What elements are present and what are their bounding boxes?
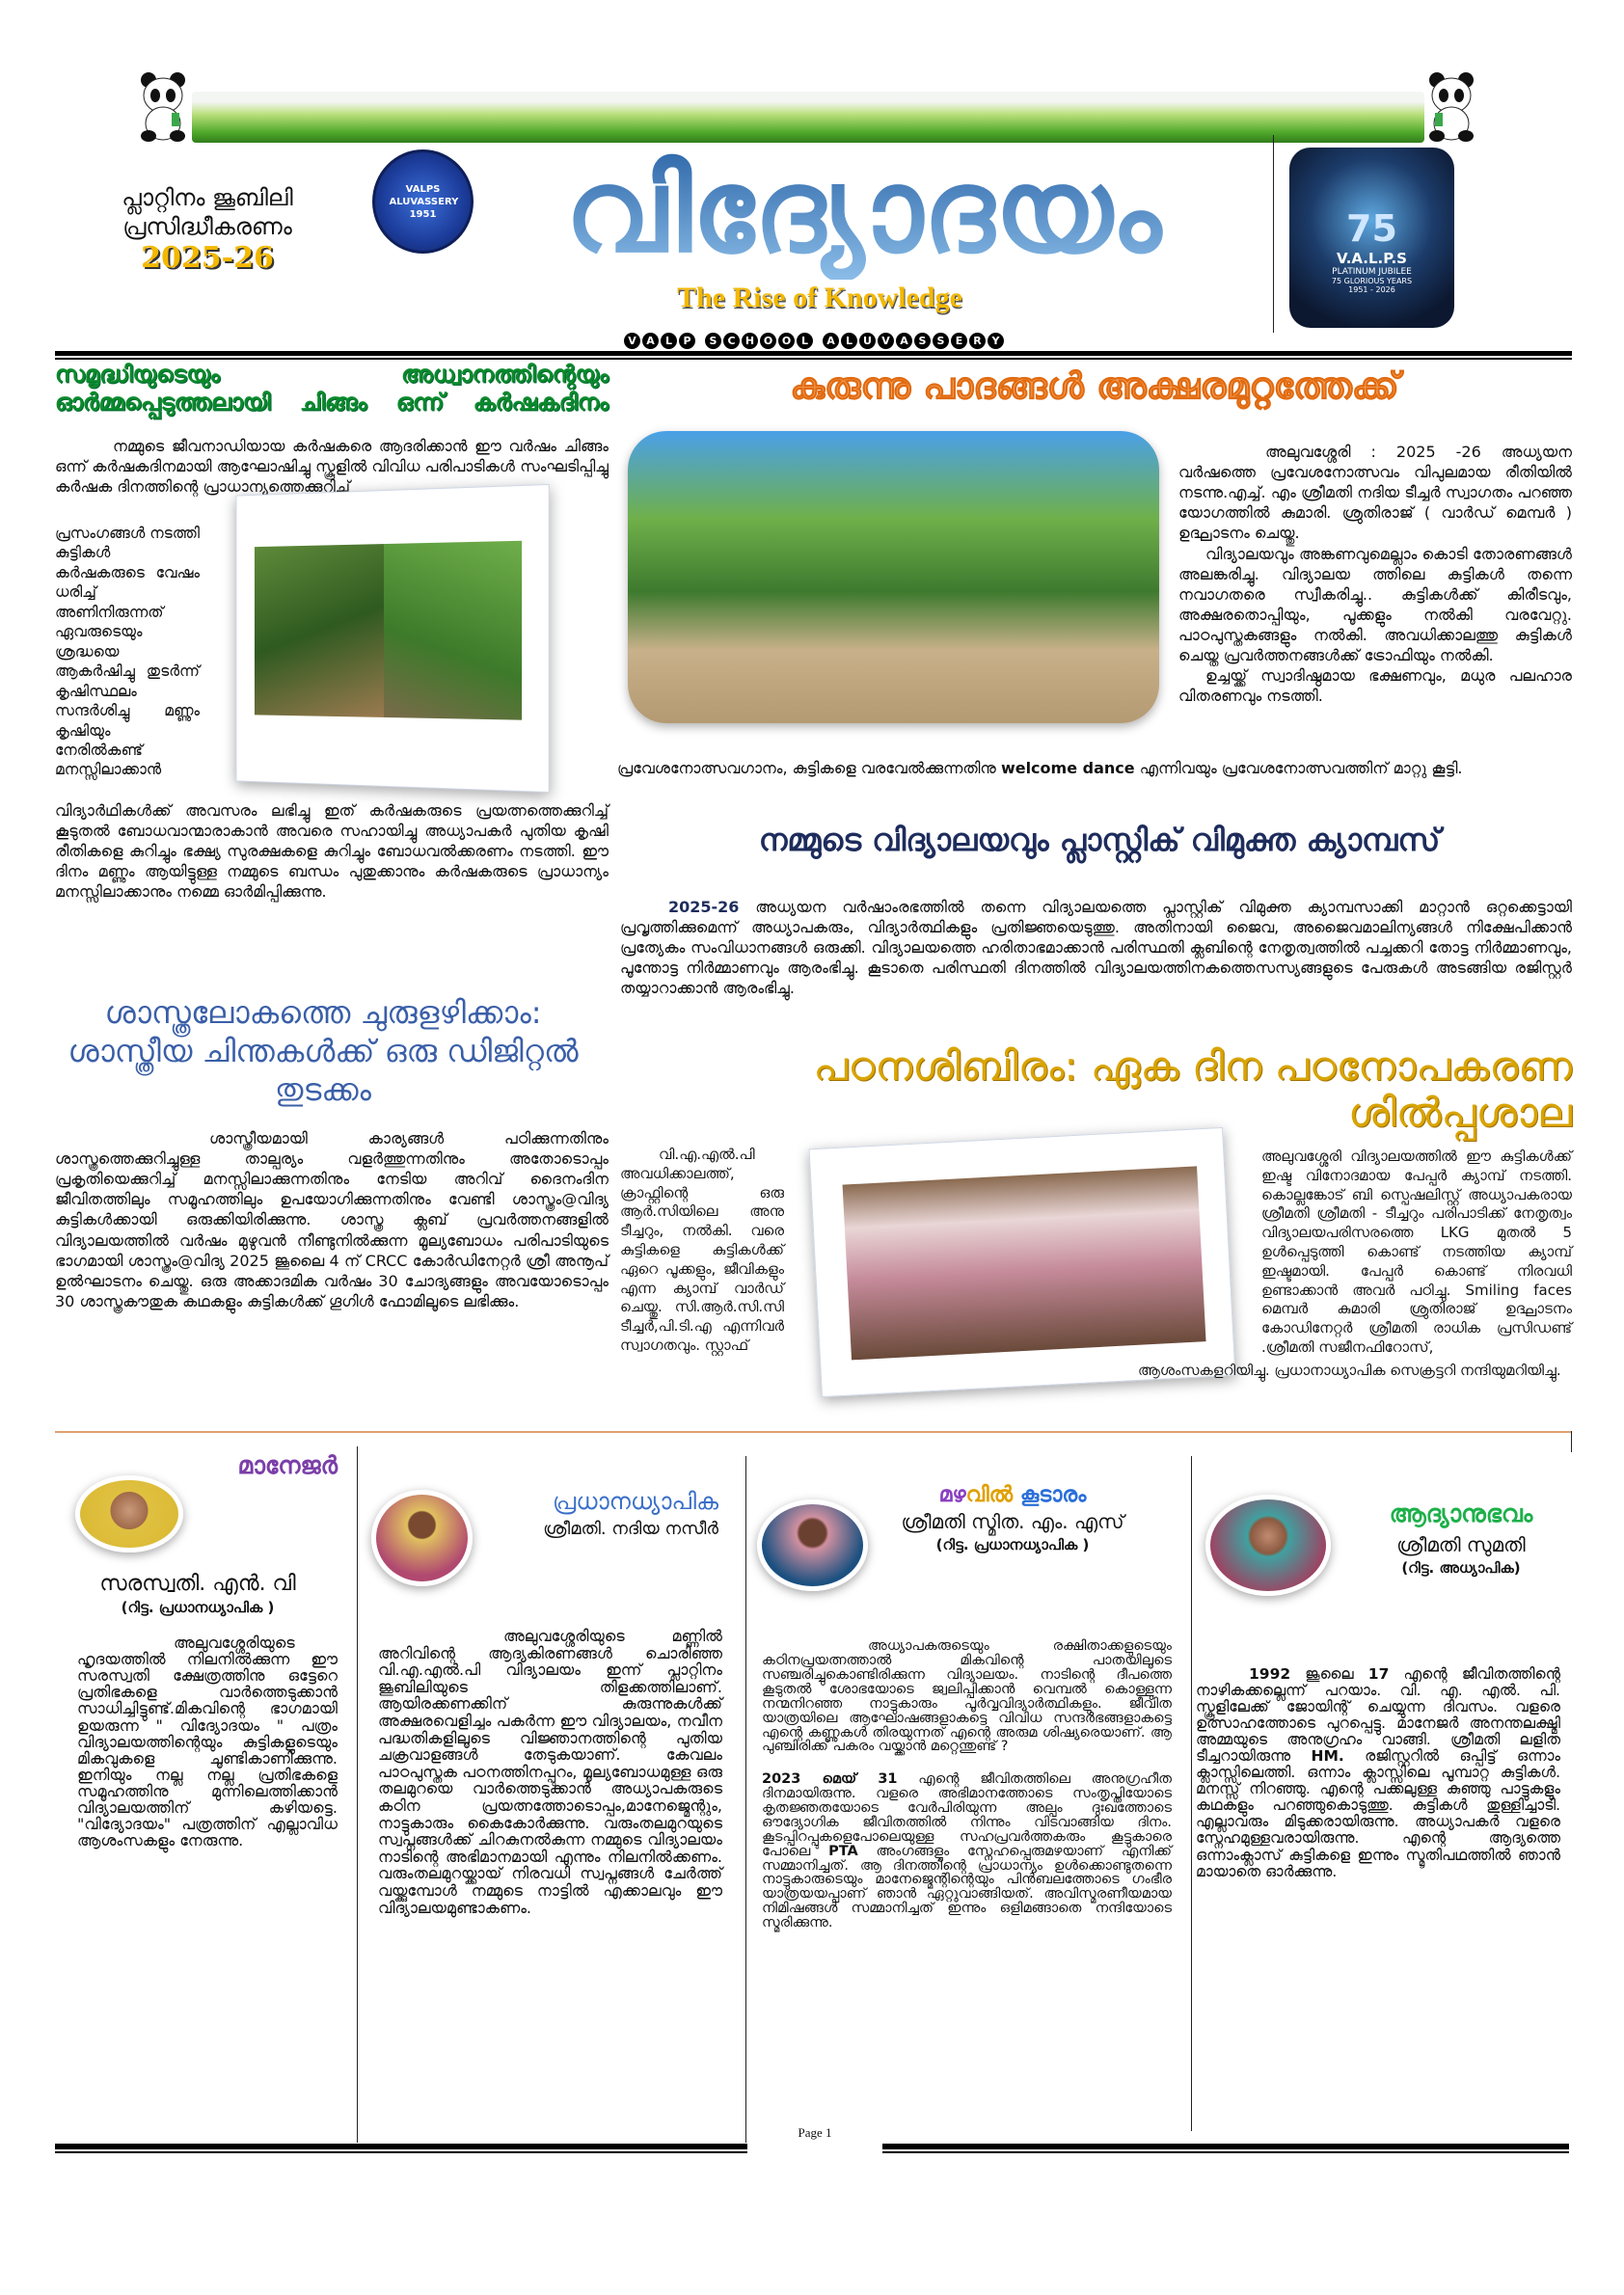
former-headmistress-name: ശ്രീമതി സ്മിത. എം. എസ് bbox=[901, 1510, 1124, 1533]
badge-number: 75 bbox=[1346, 207, 1397, 250]
admission-text bbox=[1178, 442, 1572, 706]
circled-letter: Y bbox=[988, 333, 1004, 349]
plastic-year: 2025-26 bbox=[668, 898, 740, 916]
column-divider bbox=[1191, 1456, 1192, 2131]
headmistress-name: ശ്രീമതി. നദിയ നസീർ bbox=[543, 1519, 718, 1539]
admission-p4 bbox=[617, 758, 1572, 778]
first-experience-heading: ആദ്യാനുഭവം bbox=[1389, 1499, 1533, 1527]
circled-letter: S bbox=[914, 333, 931, 349]
former-headmistress-message-1: അധ്യാപകരുടെയും രക്ഷിതാക്കളുടെയും കഠിനപ്രയത്നത്താൽ മികവിന്റെ പാതയിലൂടെ സഞ്ചരിച്ചുകൊണ്ടിരിക്കുന്ന വിദ്യാലയം. നാടിന്റെ ദീപത്തെ കൂടുതൽ ശോഭയോടെ ജ്വലിപ്പിക്കാൻ വെമ്പൽ കൊള്ളുന്ന നന്മനിറഞ്ഞ നാട്ടുകാരും പൂർവ്വവിദ്യാർത്ഥികളും. ജീവിത യാത്രയിലെ ആഘോഷങ്ങളാകട്ടെ വിവിധ സന്ദർഭങ്ങളാകട്ടെ എന്റെ കണ്ണുകൾ തിരയുന്നത് എന്റെ അരുമ ശിഷ്യരെയാണ്. ആ പുഞ്ചിരിക്ക് പകരം വയ്ക്കാൻ മറ്റെന്തുണ്ട് ? bbox=[762, 1638, 1172, 1755]
grass-flower-banner bbox=[192, 92, 1424, 143]
circled-letter: C bbox=[723, 333, 740, 349]
science-body: ശാസ്ത്രീയമായി കാര്യങ്ങൾ പഠിക്കുന്നതിനും ശാസ്ത്രത്തെക്കുറിച്ചുള്ള താല്പര്യം വളർത്തുന്നതിനും അതോടൊപ്പം പ്രകൃതിയെക്കുറിച്ച് മനസ്സിലാക്കുന്നതിനും നേടിയ അറിവ് ദൈനംദിന ജീവിതത്തിലും സമൂഹത്തിലും ഉപയോഗിക്കുന്നതിനും വേണ്ടി ശാസ്ത്രം@വിദ്യ കുട്ടികൾക്കായി ഒരുക്കിയിരിക്കുന്നു. ശാസ്ത്ര ക്ലബ് പ്രവർത്തനങ്ങളിൽ വിദ്യാലയത്തിൽ വർഷം മുഴുവൻ നീണ്ടുനിൽക്കുന്ന മൂല്യബോധം പരിപാടിയുടെ ഭാഗമായി ശാസ്ത്രം@വിദ്യ 2025 ജൂലൈ 4 ന് CRCC കോർഡിനേറ്റർ ശ്രീ അനൂപ് ഉൽഘാടനം ചെയ്തു. ഒരു അക്കാദമിക വർഷം 30 ചോദ്യങ്ങളും അവയോടൊപ്പം 30 ശാസ്ത്രകൗതുക കഥകളും കുട്ടികൾക്ക് ഗൂഗിൾ ഫോമിലൂടെ ലഭിക്കും. bbox=[55, 1129, 609, 1310]
manager-role: (റിട്ട. പ്രധാനധ്യാപിക ) bbox=[121, 1599, 275, 1616]
workshop-group-photo bbox=[843, 1166, 1206, 1360]
circled-letter: V bbox=[624, 333, 640, 349]
rainbow-heading bbox=[868, 1483, 1157, 1507]
headmistress-heading: പ്രധാനധ്യാപിക bbox=[553, 1488, 718, 1515]
headmistress-message: അലുവശ്ശേരിയുടെ മണ്ണിൽ അറിവിന്റെ ആദ്യകിരണങ്ങൾ ചൊരിഞ്ഞ വി.എ.എൽ.പി വിദ്യാലയം ഇന്ന് പ്ലാറ്റിനം ജൂബിലിയുടെ തിളക്കത്തിലാണ്. ആയിരക്കണക്കിന് കുരുന്നുകൾക്ക് അക്ഷരവെളിച്ചം പകർന്ന ഈ വിദ്യാലയം, നവീന പദ്ധതികളിലൂടെ വിജ്ഞാനത്തിന്റെ പുതിയ ചക്രവാളങ്ങൾ തേടുകയാണ്. കേവലം പാഠപുസ്തക പഠനത്തിനപ്പുറം, മൂല്യബോധമുള്ള ഒരു തലമുറയെ വാർത്തെടുക്കാൻ അധ്യാപകരുടെ കഠിന പ്രയത്നത്തോടൊപ്പം,മാനേജ്മെന്റും, നാട്ടുകാരും കൈകോർക്കുന്നു. വരുംതലമുറയുടെ സ്വപ്നങ്ങൾക്ക് ചിറകുനൽകുന്ന നമ്മുടെ വിദ്യാലയം നാടിന്റെ അഭിമാനമായി എന്നും നിലനിൽക്കണം. വരുംതലമുറയ്ക്കായ് നിരവധി സ്വപ്നങ്ങൾ ചേർത്ത് വയ്ക്കുമ്പോൾ നമ്മുടെ നാട്ടിൽ എക്കാലവും ഈ വിദ്യാലയമുണ്ടാകണം. bbox=[378, 1627, 722, 1917]
logo-text: VALPS ALUVASSERY 1951 bbox=[389, 183, 459, 220]
circled-letter: P bbox=[679, 333, 695, 349]
newsletter-title: വിദ്യോദയം bbox=[526, 145, 1201, 280]
circled-letter: A bbox=[823, 333, 839, 349]
circled-letter: L bbox=[797, 333, 813, 349]
circled-letter: E bbox=[951, 333, 967, 349]
admission-p4-a: പ്രവേശനോത്സവഗാനം, കുട്ടികളെ വരവേൽക്കുന്നതിനു bbox=[617, 759, 1001, 777]
retired-teacher-message bbox=[1196, 1666, 1560, 1880]
heading-part: വിൽ bbox=[965, 1483, 1014, 1507]
message-text: എന്റെ ജീവിതത്തിന്റെ നാഴികക്കല്ലെന്ന് പറയാം. വി. എ. എൽ. പി. സ്കൂളിലേക്ക് ജോയിന്റ് ചെയ്യുന്ന ദിവസം. വളരെ ഉത്സാഹത്തോടെ പുറപ്പെട്ടു. മാനേജർ അനന്തലക്ഷ്മി അമ്മയുടെ അനുഗ്രഹം വാങ്ങി. ശ്രീമതി ലളിത ടീച്ചറായിരുന്നു bbox=[1196, 1665, 1560, 1766]
circled-letter: V bbox=[878, 333, 894, 349]
admission-heading: കുരുന്നു പാദങ്ങൾ അക്ഷരമുറ്റത്തേക്ക് bbox=[790, 364, 1399, 407]
former-headmistress-role: (റിട്ട. പ്രധാനധ്യാപിക ) bbox=[935, 1536, 1090, 1553]
column-divider bbox=[745, 1456, 746, 2143]
message-text: അംഗങ്ങളും സ്നേഹപ്പെരുമഴയാണ് എനിക്ക് സമ്മാനിച്ചത്. ആ ദിനത്തിന്റെ പ്രാധാന്യം ഉൾക്കൊണ്ടുതന്നെ നാട്ടുകാരുടെയും മാനേജ്മെന്റിന്റെയും പിൻബലത്തോടെ ഗംഭീര യാത്രയയപ്പാണ് ഞാൻ ഏറ്റുവാങ്ങിയത്. അവിസ്മരണീയമായ നിമിഷങ്ങൾ സമ്മാനിച്ചത് ഇന്നും ഒളിമങ്ങാതെ നന്ദിയോടെ സ്മരിക്കുന്നു. bbox=[762, 1843, 1172, 1931]
badge-line3: 1951 - 2026 bbox=[1348, 285, 1395, 294]
workshop-left-text: വി.എ.എൽ.പി അവധിക്കാലത്ത്, ക്രാഫ്റ്റിന്റെ ഒരു ആർ.സിയിലെ അനു ടീച്ചറും, നൽകി. വരെ കുട്ടികളെ കുട്ടികൾക്ക് ഏറെ പൂക്കളും, ജീവികളും എന്ന ക്യാമ്പ് വാർഡ് ചെയ്തു. സി.ആർ.സി.സി ടീച്ചർ,പി.ടി.എ എന്നിവർ സ്വാഗതവും. സ്റ്റാഫ് bbox=[620, 1146, 784, 1354]
badge-line1: PLATINUM JUBILEE bbox=[1332, 267, 1412, 277]
retirement-date: 2023 മെയ് 31 bbox=[762, 1771, 898, 1787]
manager-name: സരസ്വതി. എൻ. വി bbox=[99, 1572, 296, 1596]
workshop-photo-frame bbox=[809, 1127, 1236, 1397]
plastic-body-text: അധ്യയന വർഷാംരഭത്തിൽ തന്നെ വിദ്യാലയത്തെ പ്ലാസ്റ്റിക് വിമുക്ത ക്യാമ്പസാക്കി മാറ്റാൻ ഒറ്റക്കെട്ടായി പ്രവൃത്തിക്കുമെന്ന് അധ്യാപകരും, വിദ്യാർത്ഥികളും പ്രതിജ്ഞയെടുത്തു. അതിനായി ജൈവ, അജൈവമാലിന്യങ്ങൾ നിക്ഷേപിക്കാൻ പ്രത്യേകം സംവിധാനങ്ങൾ ഒരുക്കി. വിദ്യാലയത്തെ ഹരിതാഭമാക്കാൻ പരിസ്ഥതി ക്ലബിന്റെ നേതൃത്വത്തിൽ പച്ചക്കറി തോട്ട നിർമ്മാണവും, പൂന്തോട്ട നിർമ്മാണവും ആരംഭിച്ചു. കൂടാതെ പരിസ്ഥതി ദിനത്തിൽ വിദ്യാലയത്തിനകത്തെസസ്യങ്ങളുടെ പേരുകൾ അടങ്ങിയ രജിസ്റ്റർ തയ്യാറാക്കാൻ ആരംഭിച്ചു. bbox=[620, 898, 1573, 998]
farmers-day-p1: നമ്മുടെ ജീവനാഡിയായ കർഷകരെ ആദരിക്കാൻ ഈ വർഷം ചിങ്ങം ഒന്ന് കർഷകദിനമായി ആഘോഷിച്ചു സ്കൂളിൽ വിവിധ പരിപാടികൾ സംഘടിപ്പിച്ചു കർഷക ദിനത്തിന്റെ പ്രാധാന്യത്തെക്കുറിച്ച് bbox=[55, 437, 609, 497]
school-campus-photo bbox=[628, 431, 1159, 723]
admission-p4-b: എന്നിവയും പ്രവേശനോത്സവത്തിന് മാറ്റു കൂട്ടി. bbox=[1134, 759, 1463, 777]
badge-school: V.A.L.P.S bbox=[1337, 250, 1407, 267]
manager-heading: മാനേജർ bbox=[237, 1451, 338, 1479]
jubilee-label bbox=[101, 183, 313, 275]
divider bbox=[1273, 135, 1274, 333]
footer-rule-thin bbox=[55, 2151, 747, 2153]
workshop-heading: പഠനശിബിരം: ഏക ദിന പഠനോപകരണ ശിൽപ്പശാല bbox=[813, 1042, 1572, 1136]
circled-letter: U bbox=[859, 333, 876, 349]
join-day: 17 bbox=[1367, 1665, 1390, 1683]
circled-letter: L bbox=[661, 333, 677, 349]
farmer-child-photo bbox=[255, 544, 384, 717]
edition-year: 2025-26 bbox=[141, 241, 274, 275]
divider bbox=[1571, 1431, 1572, 1452]
circled-letter: A bbox=[642, 333, 659, 349]
circled-letter: L bbox=[841, 333, 857, 349]
former-headmistress-photo bbox=[757, 1499, 868, 1591]
circled-letter: S bbox=[933, 333, 949, 349]
platinum-jubilee-badge bbox=[1289, 148, 1454, 328]
badge-line2: 75 GLORIOUS YEARS bbox=[1331, 277, 1413, 285]
section-divider bbox=[55, 1431, 1572, 1433]
column-divider bbox=[357, 1446, 358, 2143]
retired-teacher-role: (റിട്ട. അധ്യാപിക) bbox=[1401, 1559, 1521, 1577]
header-rule-thin bbox=[55, 358, 1572, 360]
farmers-day-p2: പ്രസംഗങ്ങൾ നടത്തി കുട്ടികൾ കർഷകരുടെ വേഷം ധരിച്ച് അണിനിരുന്നത് ഏവരുടെയും ശ്രദ്ധയെ ആകർഷിച്ചു തുടർന്ന് കൃഷിസ്ഥലം സന്ദർശിച്ചു മണ്ണും കൃഷിയും നേരിൽകണ്ട് മനസ്സിലാക്കാൻ bbox=[55, 525, 200, 779]
header-rule bbox=[55, 351, 1572, 356]
pta-label: PTA bbox=[828, 1843, 858, 1859]
join-year: 1992 bbox=[1249, 1665, 1291, 1683]
farmer-child-digging-photo bbox=[384, 541, 522, 720]
workshop-right-text: അലുവശ്ശേരി വിദ്യാലയത്തിൽ ഈ കുട്ടികൾക്ക് ഇഷ്ട വിനോദമായ പേപ്പർ ക്യാമ്പ് നടത്തി. കൊല്ലങ്കോട് ബി സ്പെഷലിസ്റ്റ് അധ്യാപകരായ ശ്രീമതി ശ്രീമതി - ടീച്ചറും പരിപാടിക്ക് നേതൃത്വം വിദ്യാലയപരിസരത്തെ LKG മുതൽ 5 ഉൾപ്പെടുത്തി കൊണ്ട് നടത്തിയ ക്യാമ്പ് ഇഷ്ടമായി. പേപ്പർ കൊണ്ട് നിരവധി ഉണ്ടാക്കാൻ അവർ പഠിച്ചു. Smiling faces മെമ്പർ കുമാരി ശ്രുതിരാജ് ഉദ്ഘാടനം കോഡിനേറ്റർ ശ്രീമതി രാധിക പ്രസിഡണ്ട് .ശ്രീമതി സജീനഫിറോസ്, bbox=[1261, 1148, 1572, 1356]
heading-part: മഴ bbox=[938, 1483, 966, 1507]
farmers-day-photo-frame bbox=[236, 484, 550, 793]
circled-letter: A bbox=[896, 333, 912, 349]
hm-label: HM. bbox=[1311, 1747, 1344, 1766]
plastic-free-heading: നമ്മുടെ വിദ്യാലയവും പ്ലാസ്റ്റിക് വിമുക്ത ക്യാമ്പസ് bbox=[758, 822, 1441, 858]
admission-p1: അലുവശ്ശേരി : 2025 -26 അധ്യയന വർഷത്തെ പ്രവേശനോത്സവം വിപുലമായ രീതിയിൽ നടന്നു.എച്ച്. എം ശ്രീമതി നദിയ ടീച്ചർ സ്വാഗതം പറഞ്ഞ യോഗത്തിൽ കുമാരി. ശ്രുതിരാജ് ( വാർഡ് മെമ്പർ ) ഉദ്ഘാടനം ചെയ്തു. bbox=[1178, 443, 1572, 543]
admission-p3: ഉച്ചയ്ക്ക് സ്വാദിഷ്ഠമായ ഭക്ഷണവും, മധുര പലഹാര വിതരണവും നടത്തി. bbox=[1178, 666, 1572, 706]
workshop-bottom-text: ആശംസകളറിയിച്ചു. പ്രധാനാധ്യാപിക സെക്രട്ടറി നന്ദിയുമറിയിച്ചു. bbox=[1138, 1362, 1561, 1379]
school-name-circled bbox=[579, 330, 1051, 349]
science-heading: ശാസ്ത്രലോകത്തെ ചുരുളഴിക്കാം: ശാസ്ത്രീയ ചിന്തകൾക്ക് ഒരു ഡിജിറ്റൽ തുടക്കം bbox=[68, 994, 579, 1108]
school-logo bbox=[372, 149, 474, 254]
jubilee-line1: പ്ലാറ്റിനം ജൂബിലി bbox=[122, 184, 293, 211]
farmers-day-heading: സമൃദ്ധിയുടെയും അധ്വാനത്തിന്റെയും ഓർമ്മപ്പെടുത്തലായി ചിങ്ങം ഒന്ന് കർഷകദിനം bbox=[55, 361, 609, 416]
circled-letter: O bbox=[760, 333, 776, 349]
message-text: എന്റെ ജീവിതത്തിലെ അനുഗ്രഹീത ദിനമായിരുന്നു. വളരെ അഭിമാനത്തോടെ സംതൃപ്തിയോടെ കൃതജ്ഞതയോടെ വേർപിരിയുന്ന അല്പം ദുഃഖത്തോടെ ഔദ്യോഗിക ജീവിതത്തിൽ നിന്നും വിടവാങ്ങിയ ദിനം. കൂടപ്പിറപ്പുകളെപോലെയുള്ള സഹപ്രവർത്തകരും കൂട്ടുകാരെ പോലെ bbox=[762, 1771, 1172, 1859]
admission-p4-bold: welcome dance bbox=[1000, 759, 1135, 777]
circled-letter: O bbox=[778, 333, 795, 349]
message-text: ജൂലൈ bbox=[1290, 1665, 1368, 1683]
circled-letter: S bbox=[705, 333, 721, 349]
manager-photo bbox=[75, 1475, 183, 1552]
headmistress-photo bbox=[371, 1490, 473, 1586]
retired-teacher-name: ശ്രീമതി സുമതി bbox=[1396, 1533, 1526, 1556]
page-number: Page 1 bbox=[798, 2125, 832, 2140]
panda-icon bbox=[1425, 70, 1477, 143]
circled-letter: R bbox=[969, 333, 986, 349]
footer-rule-thin bbox=[882, 2151, 1569, 2153]
retired-teacher-photo bbox=[1205, 1495, 1331, 1596]
heading-part: കൂടാരം bbox=[1013, 1483, 1087, 1507]
plastic-free-body bbox=[620, 897, 1572, 999]
footer-rule bbox=[882, 2144, 1569, 2149]
jubilee-line2: പ്രസിദ്ധീകരണം bbox=[122, 213, 292, 240]
message-text: രജിസ്റ്ററിൽ ഒപ്പിട്ട് ഒന്നാം ക്ലാസ്സിലെത്തി. ഒന്നാം ക്ലാസ്സിലെ പൂമ്പാറ്റ കുട്ടികൾ. മനസ്സ് നിറഞ്ഞു. എന്റെ പക്കലുള്ള കുഞ്ഞു പാട്ടുകളും കഥകളും പറഞ്ഞുകൊടുത്തു. കുട്ടികൾ തുള്ളിച്ചാടി. എല്ലാവരും മിടുക്കരായിരുന്നു. അധ്യാപകർ വളരെ സ്നേഹമുള്ളവരായിരുന്നു. എന്റെ ആദ്യത്തെ ഒന്നാംക്ലാസ് കുട്ടികളെ ഇന്നും സ്മൃതിപഥത്തിൽ ഞാൻ മായാതെ ഓർക്കുന്നു. bbox=[1196, 1747, 1560, 1880]
panda-icon bbox=[137, 70, 189, 143]
tagline: The Rise of Knowledge bbox=[677, 282, 962, 313]
circled-letter: H bbox=[742, 333, 758, 349]
farmers-day-p3: വിദ്യാർഥികൾക്ക് അവസരം ലഭിച്ചു ഇത് കർഷകരുടെ പ്രയത്നത്തെക്കുറിച്ച് കൂടുതൽ ബോധവാന്മാരാകാൻ അവരെ സഹായിച്ചു അധ്യാപകർ പുതിയ കൃഷി രീതികളെ കുറിച്ചും ഭക്ഷ്യ സുരക്ഷകളെ കുറിച്ചും ബോധവൽക്കരണം നടത്തി. ഈ ദിനം മണ്ണും ആയിട്ടുള്ള നമ്മുടെ ബന്ധം പുതുക്കാനും കർഷകരുടെ പ്രാധാന്യം മനസ്സിലാക്കാനും നമ്മെ ഓർമിപ്പിക്കുന്നു. bbox=[55, 801, 609, 902]
admission-p2: വിദ്യാലയവും അങ്കണവുമെല്ലാം കൊടി തോരണങ്ങൾ അലങ്കരിച്ചു. വിദ്യാലയ ത്തിലെ കുട്ടികൾ തന്നെ നവാഗതരെ സ്വീകരിച്ചു.. കുട്ടികൾക്ക് കിരീടവും, അക്ഷരതൊപ്പിയും, പൂക്കളും നൽകി വരവേറ്റു. പാഠപുസ്തകങ്ങളും നൽകി. അവധിക്കാലത്തു കുട്ടികൾ ചെയ്ത പ്രവർത്തനങ്ങൾക്ക് ട്രോഫിയും നൽകി. bbox=[1178, 544, 1572, 665]
former-headmistress-message-2 bbox=[762, 1772, 1172, 1930]
footer-rule bbox=[55, 2144, 747, 2149]
manager-message: അലുവശ്ശേരിയുടെ ഹൃദയത്തിൽ നിലനിൽക്കുന്ന ഈ സരസ്വതി ക്ഷേത്രത്തിനു ഒട്ടേറെ പ്രതിഭകളെ വാർത്തെടുക്കാൻ സാധിച്ചിട്ടുണ്ട്.മികവിന്റെ ഭാഗമായി ഉയരുന്ന " വിദ്യോദയം " പത്രം വിദ്യാലയത്തിന്റെയും കുട്ടികളുടെയും മികവുകളെ ചൂണ്ടികാണിക്കുന്നു. ഇനിയും നല്ല നല്ല പ്രതിഭകളെ സമൂഹത്തിനു മുന്നിലെത്തിക്കാൻ വിദ്യാലയത്തിന് കഴിയട്ടെ. "വിദ്യോദയം" പത്രത്തിന് എല്ലാവിധ ആശംസകളും നേരുന്നു. bbox=[77, 1634, 338, 1850]
